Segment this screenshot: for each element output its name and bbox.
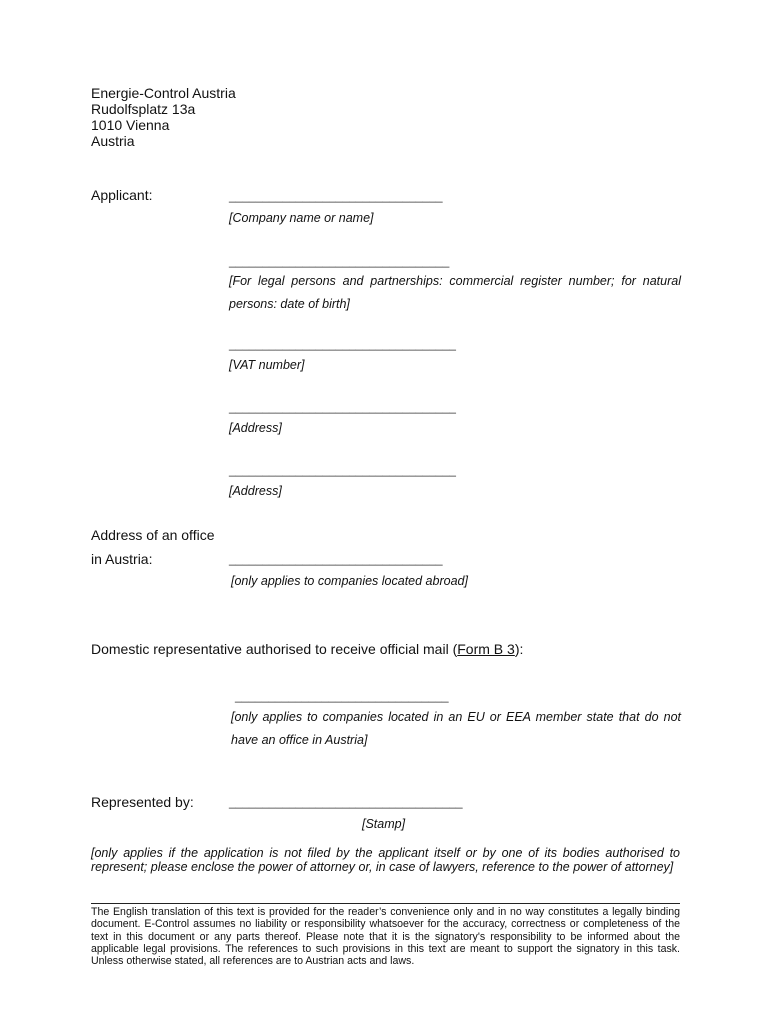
- representative-label: [91, 641, 523, 657]
- applicant-address-line-2[interactable]: __________________________________: [229, 463, 456, 477]
- represented-note: [only applies if the application is not filed by the applicant itself or by one of its bodies authorised to represent; please enclose the power of attorney or, in case of lawyers, reference to the power of attorney]: [91, 846, 680, 874]
- recipient-street: Rudolfsplatz 13a: [91, 101, 196, 117]
- recipient-name: Energie-Control Austria: [91, 85, 236, 101]
- applicant-vat-hint: [VAT number]: [229, 358, 305, 372]
- footer-divider: [91, 903, 680, 904]
- stamp-hint: [Stamp]: [362, 817, 406, 831]
- applicant-register-line[interactable]: _________________________________: [229, 254, 450, 268]
- disclaimer-text: The English translation of this text is provided for the reader’s convenience only and in no way constitutes a legally binding document. E-Control assumes no liability or responsibility whatsoever for the accuracy, correctness or completeness of the text in this document or any parts thereof. Please note that it is the signatory's responsibility to be informed about the applicable legal provisions. The references to such provisions in this text are meant to support the signatory in this task. Unless otherwise stated, all references are to Austrian acts and laws.: [91, 906, 680, 968]
- representative-line[interactable]: ________________________________: [235, 689, 449, 703]
- recipient-country: Austria: [91, 133, 135, 149]
- applicant-register-hint: [For legal persons and partnerships: commercial register number; for natural persons: date of birth]: [229, 274, 681, 311]
- applicant-name-hint: [Company name or name]: [229, 211, 374, 225]
- applicant-address-hint-2: [Address]: [229, 484, 282, 498]
- office-label-line2: in Austria:: [91, 551, 153, 567]
- representative-text: Domestic representative authorised to receive official mail (: [91, 641, 458, 657]
- applicant-name-line[interactable]: ________________________________: [229, 189, 443, 203]
- office-address-line[interactable]: ________________________________: [229, 552, 443, 566]
- applicant-address-line-1[interactable]: __________________________________: [229, 400, 456, 414]
- represented-line[interactable]: ___________________________________: [229, 795, 463, 809]
- applicant-address-hint-1: [Address]: [229, 421, 282, 435]
- applicant-vat-line[interactable]: __________________________________: [229, 337, 456, 351]
- applicant-label: Applicant:: [91, 187, 153, 203]
- office-hint: [only applies to companies located abroad]: [231, 574, 468, 588]
- representative-text-end: ):: [514, 641, 524, 657]
- recipient-city: 1010 Vienna: [91, 117, 170, 133]
- form-b3-link[interactable]: Form B 3: [457, 641, 515, 657]
- representative-hint: [only applies to companies located in an EU or EEA member state that do not have an office in Austria]: [231, 710, 681, 747]
- office-label-line1: Address of an office: [91, 527, 215, 543]
- represented-label: Represented by:: [91, 794, 194, 810]
